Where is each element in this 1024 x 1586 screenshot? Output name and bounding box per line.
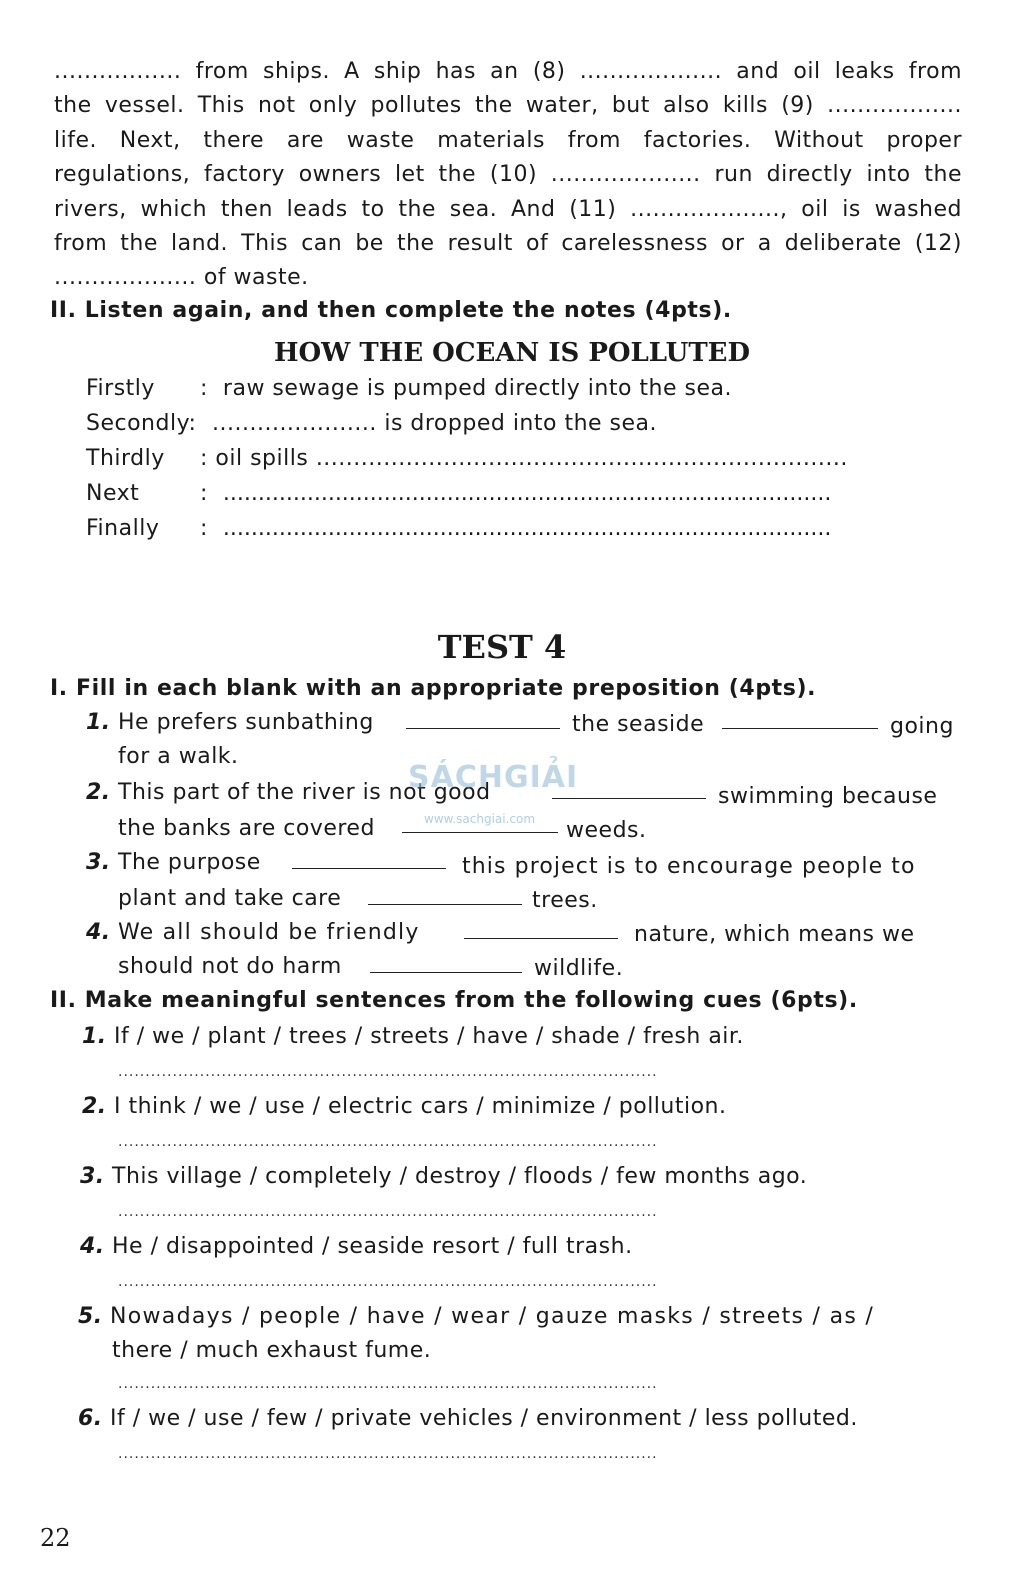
item-number: 4. xyxy=(80,1234,105,1259)
item-number: 2. xyxy=(82,1094,107,1119)
exercise-item xyxy=(78,1304,874,1329)
exercise-item xyxy=(78,1406,858,1431)
item-text: this project is to encourage people to xyxy=(462,854,916,879)
item-text: going xyxy=(890,714,954,739)
answer-line[interactable]: ................................................................................................... xyxy=(118,1274,658,1290)
watermark-url: www.sachgiai.com xyxy=(424,812,536,826)
item-text: the banks are covered xyxy=(118,816,375,841)
note-separator: : xyxy=(200,446,208,471)
blank-field[interactable] xyxy=(368,886,522,911)
item-number: 5. xyxy=(78,1304,103,1329)
blank-field[interactable] xyxy=(292,850,446,875)
answer-line[interactable]: ................................................................................................... xyxy=(118,1134,658,1150)
watermark-logo: SÁCHGIẢI xyxy=(408,760,579,795)
item-text: He prefers sunbathing xyxy=(118,710,374,735)
answer-line[interactable]: ................................................................................................... xyxy=(118,1376,658,1392)
note-label: Finally xyxy=(86,516,160,541)
exercise-item xyxy=(82,1024,744,1049)
item-text: the seaside xyxy=(572,712,705,737)
exercise-item xyxy=(86,920,420,945)
item-number: 1. xyxy=(82,1024,107,1049)
item-number: 2. xyxy=(86,780,111,805)
item-text: trees. xyxy=(532,888,598,913)
exercise-item xyxy=(80,1234,633,1259)
note-label: Next xyxy=(86,481,140,506)
passage-line: regulations, factory owners let the (10) .................... run directly into the xyxy=(54,162,962,187)
passage-line: ................... of waste. xyxy=(54,265,309,290)
exercise-item xyxy=(86,710,374,735)
section-heading: I. Fill in each blank with an appropriate preposition (4pts). xyxy=(50,676,817,701)
notes-title: HOW THE OCEAN IS POLLUTED xyxy=(273,338,751,368)
blank-field[interactable] xyxy=(370,954,522,979)
item-text: The purpose xyxy=(118,850,261,875)
blank-field[interactable] xyxy=(722,710,878,735)
item-text: weeds. xyxy=(566,818,647,843)
item-text: We all should be friendly xyxy=(118,920,420,945)
note-text: ....................................................................................... xyxy=(222,516,832,541)
item-text: plant and take care xyxy=(118,886,342,911)
item-text: This part of the river is not good xyxy=(118,780,491,805)
passage-line: the vessel. This not only pollutes the water, but also kills (9) .................. xyxy=(54,93,962,118)
cue-text: If / we / plant / trees / streets / have / shade / fresh air. xyxy=(114,1024,744,1049)
note-separator: : xyxy=(200,516,208,541)
note-row xyxy=(86,411,657,436)
note-label: Firstly xyxy=(86,376,155,401)
note-text: raw sewage is pumped directly into the sea. xyxy=(222,376,732,401)
note-label: Secondly: xyxy=(86,411,197,436)
note-text: ....................................................................................... xyxy=(222,481,832,506)
answer-line[interactable]: ................................................................................................... xyxy=(118,1446,658,1462)
note-separator: : xyxy=(200,376,208,401)
note-separator: : xyxy=(200,481,208,506)
answer-line[interactable]: ................................................................................................... xyxy=(118,1064,658,1080)
item-text: for a walk. xyxy=(118,744,239,769)
note-row xyxy=(86,446,848,471)
page-number: 22 xyxy=(40,1524,71,1552)
passage-line: rivers, which then leads to the sea. And (11) ...................., oil is washed xyxy=(54,197,962,222)
note-text: ...................... is dropped into the sea. xyxy=(212,411,658,436)
note-text: oil spills ....................................................................... xyxy=(215,446,848,471)
cue-text: I think / we / use / electric cars / minimize / pollution. xyxy=(114,1094,727,1119)
blank-field[interactable] xyxy=(464,920,618,945)
item-text: wildlife. xyxy=(534,956,624,981)
item-number: 6. xyxy=(78,1406,103,1431)
cue-text: Nowadays / people / have / wear / gauze masks / streets / as / xyxy=(110,1304,875,1329)
item-number: 1. xyxy=(86,710,111,735)
note-row xyxy=(86,481,831,506)
item-number: 3. xyxy=(80,1164,105,1189)
note-row xyxy=(86,516,831,541)
item-text: should not do harm xyxy=(118,954,342,979)
passage-line: from the land. This can be the result of carelessness or a deliberate (12) xyxy=(54,231,962,256)
exercise-item xyxy=(86,850,261,875)
section-heading: II. Make meaningful sentences from the following cues (6pts). xyxy=(50,988,858,1013)
blank-field[interactable] xyxy=(406,710,560,735)
exercise-item xyxy=(82,1094,727,1119)
item-text: nature, which means we xyxy=(634,922,915,947)
note-label: Thirdly xyxy=(86,446,165,471)
test-title: TEST 4 xyxy=(437,628,567,666)
cue-text: there / much exhaust fume. xyxy=(112,1338,432,1363)
answer-line[interactable]: ................................................................................................... xyxy=(118,1204,658,1220)
exercise-item xyxy=(80,1164,807,1189)
note-row xyxy=(86,376,732,401)
section-heading: II. Listen again, and then complete the notes (4pts). xyxy=(50,298,732,323)
cue-text: This village / completely / destroy / floods / few months ago. xyxy=(112,1164,808,1189)
cue-text: He / disappointed / seaside resort / full trash. xyxy=(112,1234,633,1259)
item-text: swimming because xyxy=(718,784,938,809)
item-number: 3. xyxy=(86,850,111,875)
item-number: 4. xyxy=(86,920,111,945)
passage-line: ................. from ships. A ship has an (8) ................... and oil leaks from xyxy=(54,59,962,84)
passage-line: life. Next, there are waste materials from factories. Without proper xyxy=(54,128,962,153)
cue-text: If / we / use / few / private vehicles / environment / less polluted. xyxy=(110,1406,858,1431)
